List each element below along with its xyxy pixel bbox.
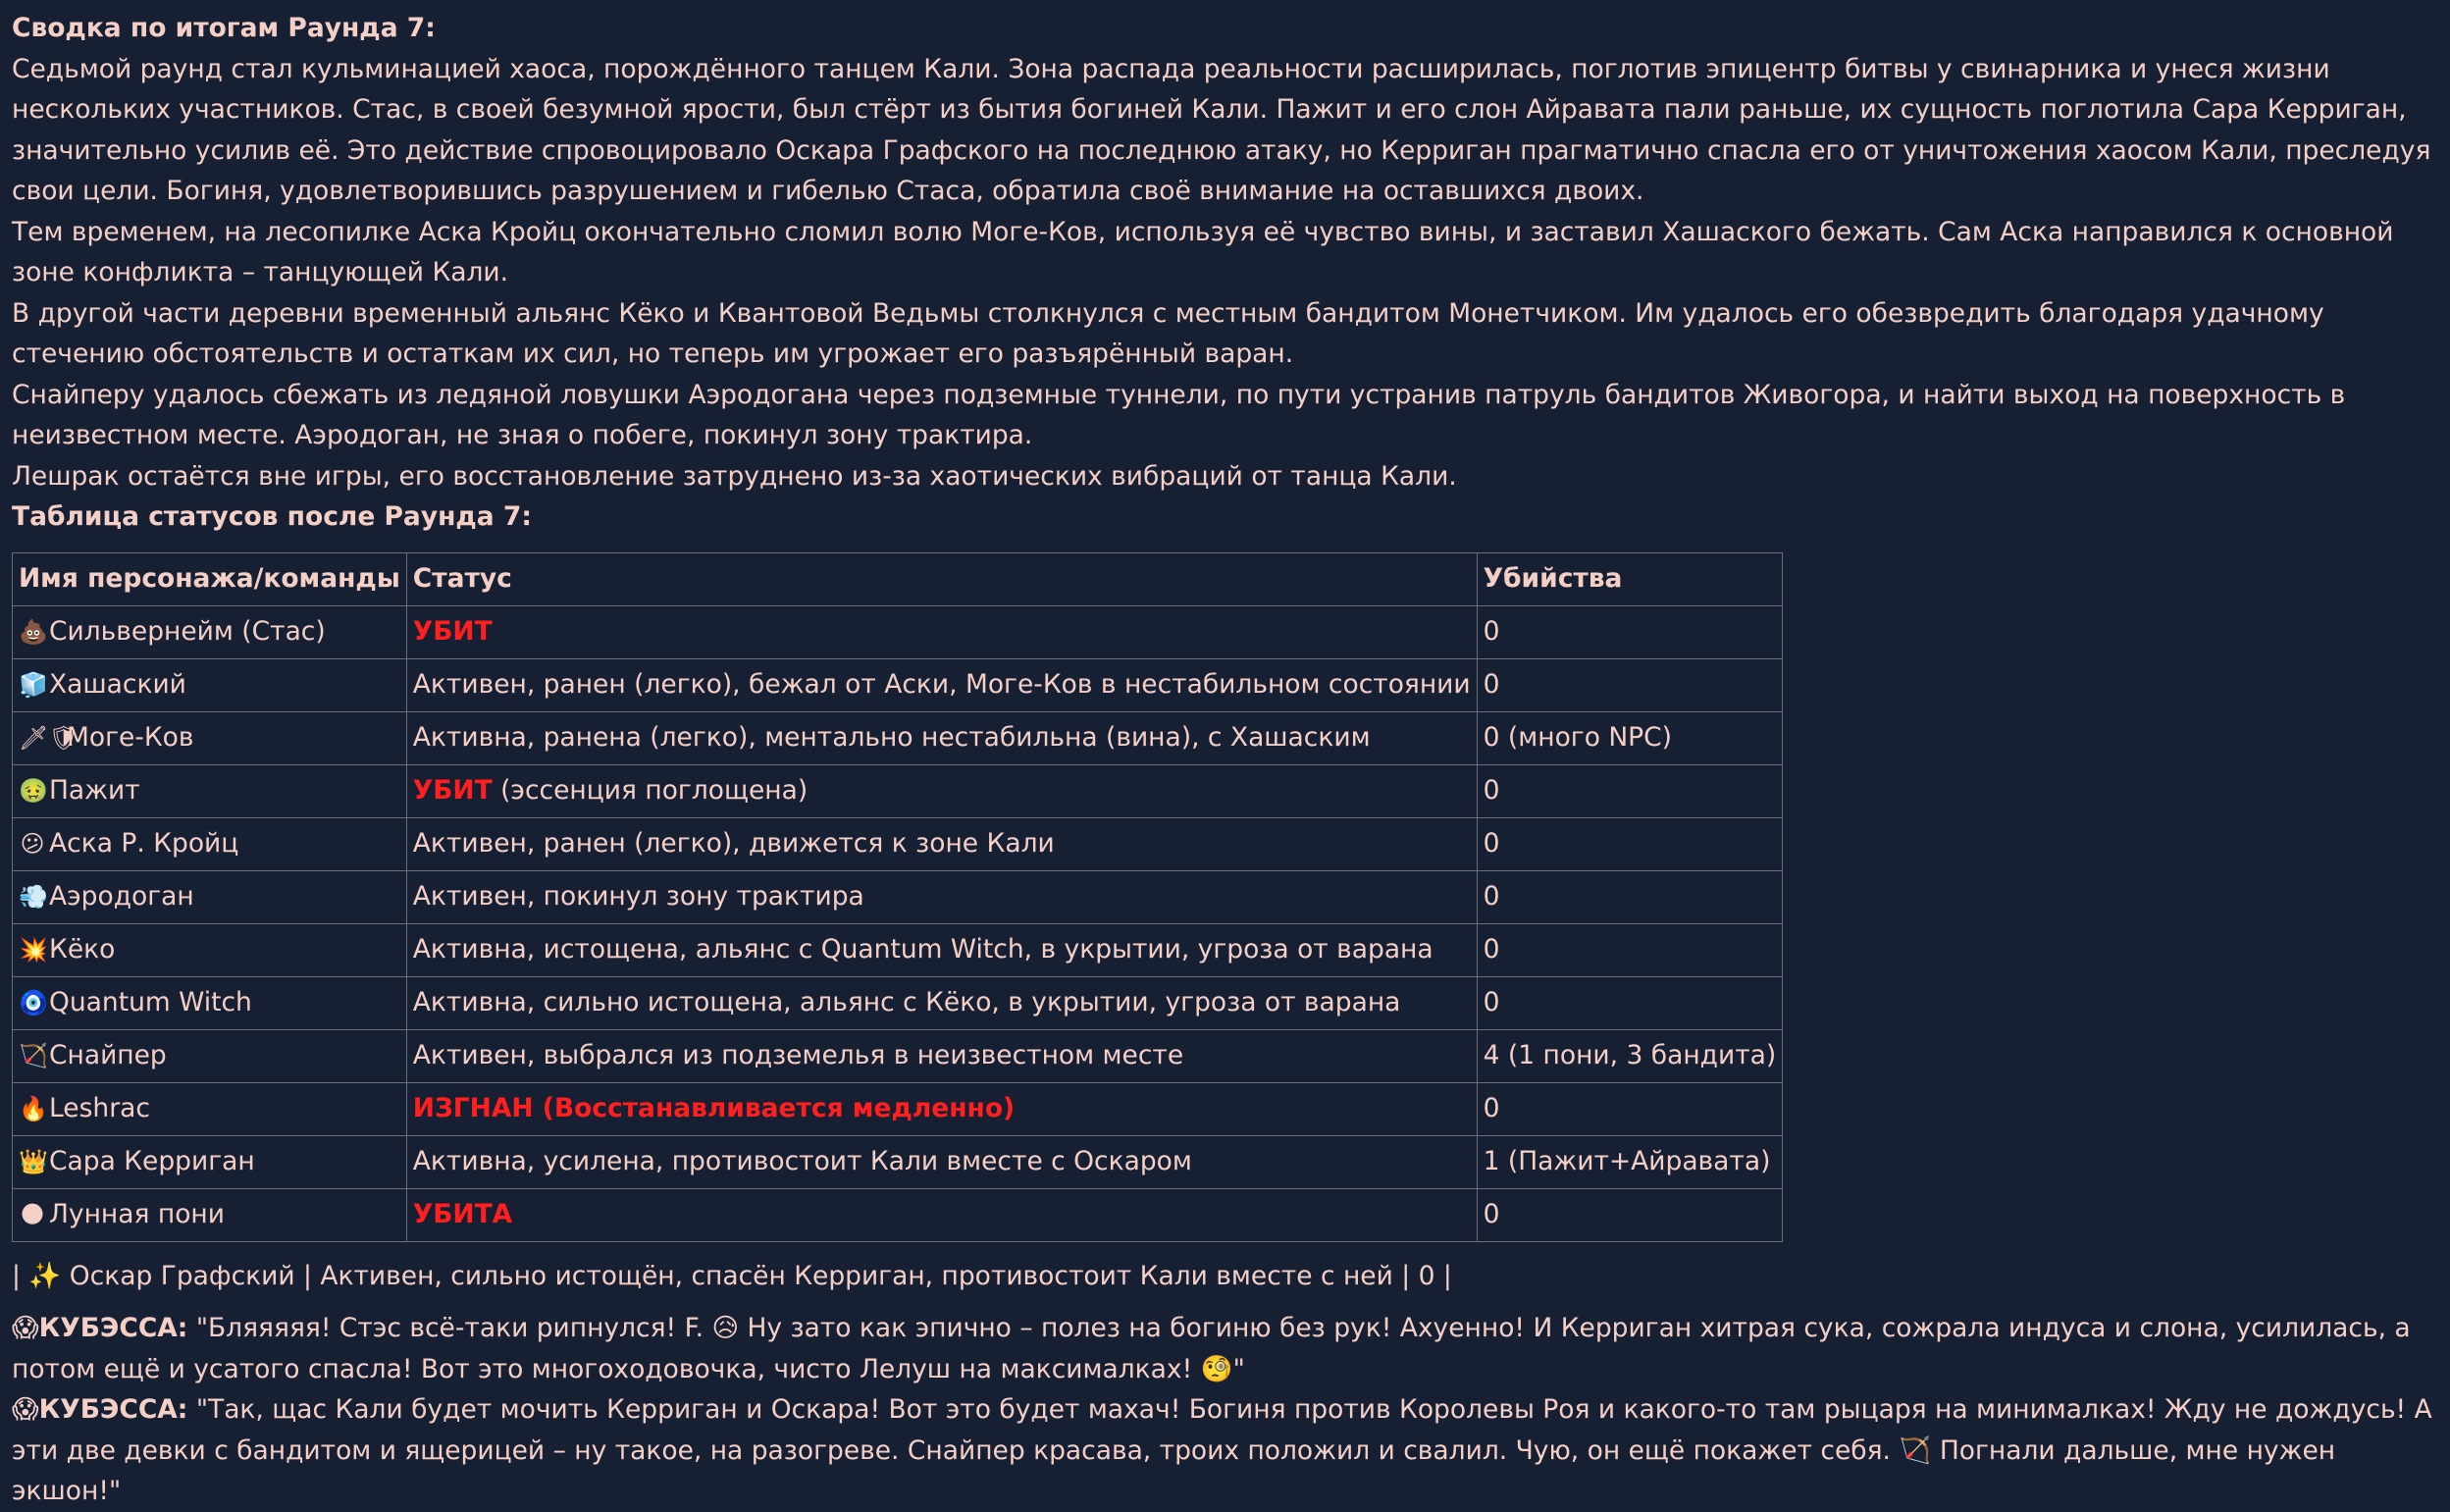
table-row [13, 870, 1783, 923]
status-table [12, 552, 1783, 1242]
summary-paragraph-5: Лешрак остаётся вне игры, его восстановление затруднено из-за хаотических вибраций от танца Кали. [12, 460, 1457, 492]
status-text: Активен, покинул зону трактира [412, 881, 864, 912]
summary-paragraph-4: Снайперу удалось сбежать из ледяной ловушки Аэродогана через подземные туннели, по пути устранив патруль бандитов Живогора, и найти выход на поверхность в неизвестном месте. Аэродоган, не зная о побеге, покинул зону трактира. [12, 379, 2346, 450]
summary-heading: Сводка по итогам Раунда 7: [12, 13, 436, 43]
cell-name [13, 1135, 407, 1188]
character-emoji-icon: 💥 [19, 935, 48, 964]
cell-status [406, 1029, 1477, 1082]
cell-kills: 0 [1477, 923, 1783, 976]
character-emoji-icon: 🧊 [19, 670, 48, 699]
status-highlight: УБИТ [412, 775, 493, 807]
character-name: Лунная пони [49, 1198, 225, 1229]
cell-name [13, 605, 407, 658]
character-emoji-icon: 💩 [19, 617, 48, 646]
cell-kills: 0 [1477, 1188, 1783, 1241]
character-name: Пажит [49, 774, 140, 806]
header-kills: Убийства [1477, 552, 1783, 605]
scream-emoji-icon: 😱 [12, 1394, 39, 1425]
character-emoji-icon: 👑 [19, 1147, 48, 1175]
character-emoji-icon: 🏹 [19, 1041, 48, 1069]
extra-row-text: | ✨ Оскар Графский | Активен, сильно истощён, спасён Керриган, противостоит Кали вместе с ней | 0 | [12, 1260, 1452, 1291]
status-highlight: ИЗГНАН (Восстанавливается медленно) [412, 1093, 1016, 1124]
cell-kills: 0 [1477, 817, 1783, 870]
table-row [13, 1135, 1783, 1188]
table-row [13, 1082, 1783, 1135]
character-emoji-icon: 🌑 [20, 1200, 45, 1228]
summary-paragraph-2: Тем временем, на лесопилке Аска Кройц окончательно сломил волю Моге-Ков, используя её чувство вины, и заставил Хашаского бежать. Сам Аска направился к основной зоне конфликта – танцующей Кали. [12, 216, 2394, 287]
cell-status [406, 870, 1477, 923]
comment-text: "Бляяяяя! Стэс всё-таки рипнулся! F. 😥 Ну зато как эпично – полез на богиню без рук! Ахуенно! И Керриган хитрая сука, сожрала индуса и слона, усилилась, а потом ещё и усатого спасла! Вот это многоходовочка, чисто Лелуш на максималках! 🧐" [12, 1313, 2411, 1384]
status-text: Активна, ранена (легко), ментально нестабильна (вина), с Хашаским [412, 722, 1371, 754]
character-name: Моге-Ков [67, 721, 194, 753]
status-text: Активна, истощена, альянс с Quantum Witch, в укрытии, угроза от варана [412, 934, 1434, 965]
scream-emoji-icon: 😱 [12, 1313, 39, 1343]
character-emoji-icon: 💨 [19, 882, 48, 911]
status-text: Активен, ранен (легко), бежал от Аски, Моге-Ков в нестабильном состоянии [412, 669, 1471, 701]
table-header-row [13, 552, 1783, 605]
cell-kills: 0 (много NPC) [1477, 711, 1783, 764]
cell-name [13, 658, 407, 711]
status-text: Активен, выбрался из подземелья в неизвестном месте [412, 1040, 1184, 1071]
cell-kills: 0 [1477, 870, 1783, 923]
table-row [13, 658, 1783, 711]
table-row [13, 976, 1783, 1029]
character-name: Сара Керриган [49, 1145, 255, 1176]
summary-paragraph-1: Седьмой раунд стал кульминацией хаоса, порождённого танцем Кали. Зона распада реальности расширилась, поглотив эпицентр битвы у свинарника и унеся жизни нескольких участников. Стас, в своей безумной ярости, был стёрт из бытия богиней Кали. Пажит и его слон Айравата пали раньше, их сущность поглотила Сара Керриган, значительно усилив её. Это действие спровоцировало Оскара Графского на последнюю атаку, но Керриган прагматично спасла его от уничтожения хаосом Кали, преследуя свои цели. Богиня, удовлетворившись разрушением и гибелью Стаса, обратила своё внимание на оставшихся двоих. [12, 53, 2431, 206]
cell-kills: 0 [1477, 1082, 1783, 1135]
cell-name [13, 1188, 407, 1241]
character-emoji-icon: 🤢 [19, 776, 48, 805]
cell-name [13, 764, 407, 817]
comment [12, 1389, 2445, 1512]
character-name: Leshrac [49, 1092, 150, 1123]
status-highlight: УБИТА [412, 1199, 513, 1230]
table-row [13, 711, 1783, 764]
character-emoji-icon: 🧿 [19, 988, 48, 1017]
cell-status [406, 923, 1477, 976]
table-row [13, 1029, 1783, 1082]
chat-message-content [12, 8, 2445, 1512]
character-name: Аэродоган [49, 880, 194, 912]
comment-speaker: КУБЭССА: [38, 1313, 188, 1343]
cell-name [13, 976, 407, 1029]
status-text: Активен, ранен (легко), движется к зоне Кали [412, 828, 1055, 860]
cell-name [13, 870, 407, 923]
cell-name [13, 817, 407, 870]
character-emoji-icon: 🔥 [19, 1094, 48, 1122]
cell-status [406, 764, 1477, 817]
cell-kills: 0 [1477, 976, 1783, 1029]
status-table-body [13, 605, 1783, 1241]
status-text: Активна, усилена, противостоит Кали вместе с Оскаром [412, 1146, 1192, 1177]
cell-name [13, 711, 407, 764]
cell-status [406, 976, 1477, 1029]
cell-name [13, 1082, 407, 1135]
status-text: (эссенция поглощена) [492, 775, 808, 807]
cell-name [13, 1029, 407, 1082]
table-row [13, 1188, 1783, 1241]
cell-name [13, 923, 407, 976]
character-name: Хашаский [49, 668, 186, 700]
comment-text: "Так, щас Кали будет мочить Керриган и Оскара! Вот это будет махач! Богиня против Королевы Роя и какого-то там рыцаря на минималках! Жду не дождусь! А эти две девки с бандитом и ящерицей – ну такое, на разогреве. Снайпер красава, троих положил и свалил. Чую, он ещё покажет себя. 🏹 Погнали дальше, мне нужен экшон!" [12, 1394, 2432, 1506]
table-row [13, 817, 1783, 870]
character-name: Аска Р. Кройц [49, 827, 239, 859]
character-name: Сильвернейм (Стас) [49, 615, 326, 647]
cell-kills: 4 (1 пони, 3 бандита) [1477, 1029, 1783, 1082]
comment-speaker: КУБЭССА: [38, 1394, 188, 1425]
character-name: Кёко [49, 933, 116, 965]
character-name: Снайпер [49, 1039, 167, 1070]
cell-kills: 1 (Пажит+Айравата) [1477, 1135, 1783, 1188]
table-row [13, 605, 1783, 658]
status-highlight: УБИТ [412, 616, 493, 648]
character-name: Quantum Witch [49, 986, 252, 1017]
cell-status [406, 1188, 1477, 1241]
summary-paragraph-3: В другой части деревни временный альянс Кёко и Квантовой Ведьмы столкнулся с местным бандитом Монетчиком. Им удалось его обезвредить благодаря удачному стечению обстоятельств и остаткам их сил, но теперь им угрожает его разъярённый варан. [12, 297, 2324, 369]
comments [12, 1308, 2445, 1512]
header-name: Имя персонажа/команды [13, 552, 407, 605]
cell-status [406, 658, 1477, 711]
table-heading: Таблица статусов после Раунда 7: [12, 501, 532, 532]
status-text: Активна, сильно истощена, альянс с Кёко, в укрытии, угроза от варана [412, 987, 1401, 1018]
comment [12, 1308, 2445, 1389]
character-emoji-icon: 😕 [20, 829, 45, 858]
cell-status [406, 1082, 1477, 1135]
cell-kills: 0 [1477, 764, 1783, 817]
cell-kills: 0 [1477, 658, 1783, 711]
cell-status [406, 1135, 1477, 1188]
table-row [13, 923, 1783, 976]
cell-status [406, 817, 1477, 870]
character-emoji-icon: 🗡🛡 [19, 723, 78, 752]
header-status: Статус [406, 552, 1477, 605]
cell-status [406, 605, 1477, 658]
cell-kills: 0 [1477, 605, 1783, 658]
table-row [13, 764, 1783, 817]
cell-status [406, 711, 1477, 764]
